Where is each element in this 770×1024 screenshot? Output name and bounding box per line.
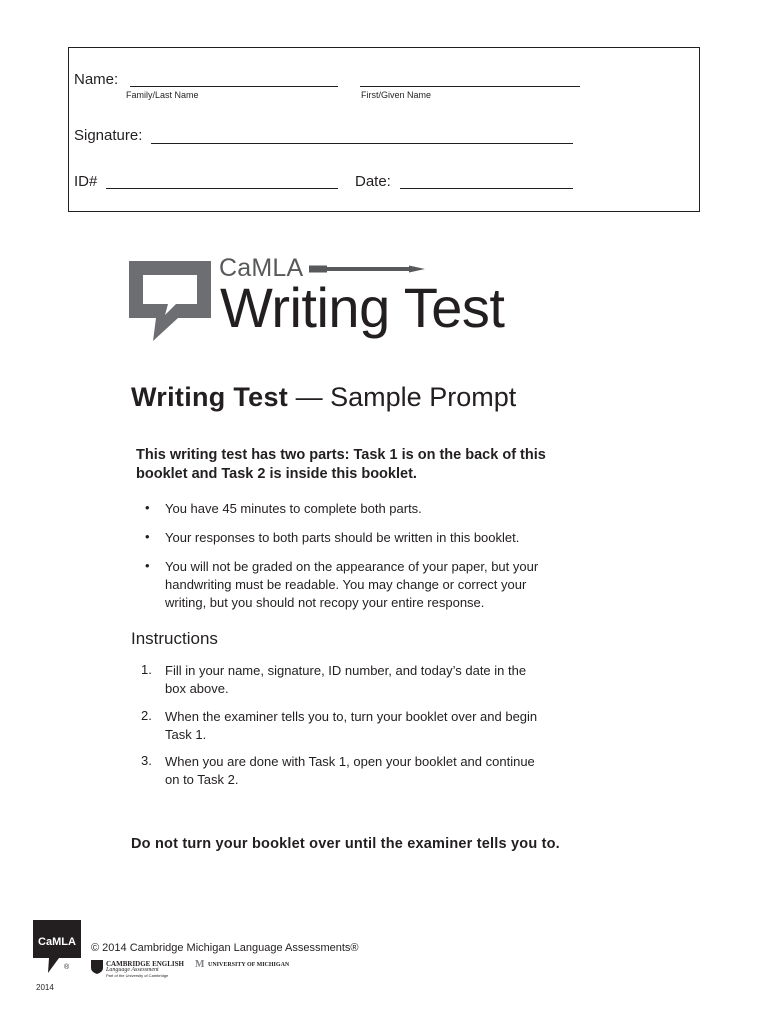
date-field[interactable] — [400, 188, 573, 189]
cambridge-line-1: CAMBRIDGE ENGLISH — [106, 960, 184, 968]
bullet-symbol: • — [145, 529, 150, 544]
family-name-field[interactable] — [130, 86, 338, 87]
copyright-text: © 2014 Cambridge Michigan Language Assessments® — [91, 942, 359, 954]
cambridge-shield-icon — [91, 960, 103, 974]
given-name-field[interactable] — [360, 86, 580, 87]
instruction-item: Fill in your name, signature, ID number, and today’s date in the box above. — [165, 663, 527, 696]
date-label: Date: — [355, 173, 391, 190]
footer-year: 2014 — [36, 983, 54, 992]
pencil-icon — [309, 264, 427, 274]
page-title-dash: — — [295, 382, 323, 412]
cambridge-line-3: Part of the University of Cambridge — [106, 973, 169, 978]
instruction-item: When the examiner tells you to, turn your booklet over and begin Task 1. — [165, 709, 538, 742]
michigan-text: UNIVERSITY OF MICHIGAN — [208, 962, 290, 968]
instructions-heading: Instructions — [131, 629, 218, 648]
id-label: ID# — [74, 173, 98, 190]
bullet-symbol: • — [145, 558, 150, 573]
signature-label: Signature: — [74, 127, 143, 144]
bullet-item: Your responses to both parts should be written in this booklet. — [165, 530, 520, 545]
page-title — [131, 382, 516, 413]
instruction-item: When you are done with Task 1, open your booklet and continue on to Task 2. — [165, 754, 535, 787]
camla-badge-logo — [33, 920, 81, 974]
instruction-number: 1. — [141, 662, 152, 677]
given-name-caption: First/Given Name — [361, 90, 432, 100]
camla-speech-bubble-icon — [128, 260, 212, 342]
family-name-caption: Family/Last Name — [126, 90, 199, 100]
logo-brand: CaMLA — [219, 254, 304, 282]
warning-text: Do not turn your booklet over until the examiner tells you to. — [131, 836, 560, 852]
page-title-bold: Writing Test — [131, 382, 289, 412]
badge-text: CaMLA — [38, 936, 76, 948]
instruction-number: 2. — [141, 708, 152, 723]
cambridge-line-2: Language Assessment — [106, 967, 159, 973]
name-label: Name: — [74, 71, 119, 88]
logo-title: Writing Test — [220, 276, 505, 339]
registered-mark: ® — [64, 964, 70, 971]
signature-field[interactable] — [151, 143, 573, 144]
bullet-item: You will not be graded on the appearance of your paper, but your handwriting must be readable. You may change or correct your writing, but you should not recopy your entire response. — [165, 559, 539, 610]
instruction-number: 3. — [141, 753, 152, 768]
michigan-block-m-icon: M — [195, 959, 205, 970]
bullet-item: You have 45 minutes to complete both parts. — [165, 501, 422, 516]
bullet-symbol: • — [145, 500, 150, 515]
id-field[interactable] — [106, 188, 338, 189]
page-title-light: Sample Prompt — [330, 382, 517, 412]
intro-text: This writing test has two parts: Task 1 is on the back of this booklet and Task 2 is inside this booklet. — [136, 447, 546, 482]
